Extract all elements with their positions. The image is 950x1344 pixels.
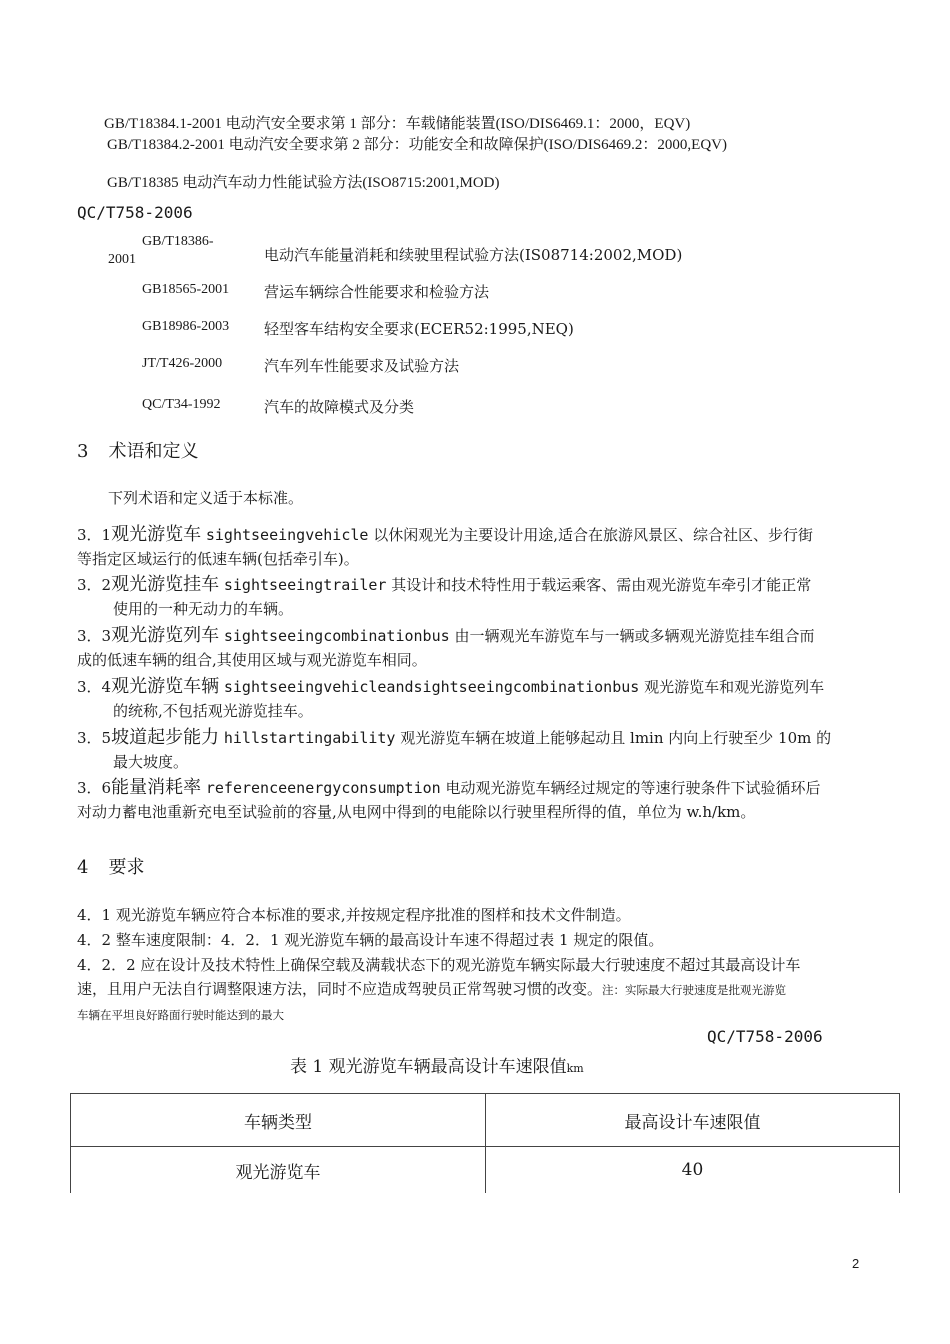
- ref-title: 汽车的故障模式及分类: [264, 398, 415, 416]
- standard-code-header: QC/T758-2006: [77, 203, 193, 222]
- speed-limit-table: [70, 1093, 900, 1193]
- table-cell: 40: [486, 1147, 900, 1194]
- section-title: 要求: [108, 857, 145, 878]
- section-title: 术语和定义: [108, 441, 199, 462]
- table-row: [71, 1147, 900, 1194]
- ref-title: 轻型客车结构安全要求(ECER52:1995,NEQ): [264, 320, 574, 338]
- term-definition: 3．3观光游览列车 sightseeingcombinationbus 由一辆观光车游览车与一辆或多辆观光游览挂车组合而 成的低速车辆的组合,其使用区域与观光游览车相同。: [77, 625, 815, 669]
- section-4-heading: [77, 853, 144, 879]
- note-cont: 车辆在平坦良好路面行驶时能达到的最大: [77, 1008, 284, 1022]
- requirement-4-1: 4．1 观光游览车辆应符合本标准的要求,并按规定程序批准的图样和技术文件制造。: [77, 906, 631, 924]
- section-3-heading: [77, 437, 198, 463]
- term-definition: 3．2观光游览挂车 sightseeingtrailer 其设计和技术特性用于载运乘客、需由观光游览车牵引才能正常 使用的一种无动力的车辆。: [77, 574, 812, 618]
- section-number: 4: [77, 857, 89, 878]
- ref-title: 电动汽车能量消耗和续驶里程试验方法(IS08714:2002,MOD): [264, 246, 683, 264]
- ref-code: GB18986-2003: [142, 319, 230, 334]
- table-header-cell: 车辆类型: [71, 1094, 486, 1147]
- ref-gb18384-2: GB/T18384.2-2001 电动汽安全要求第 2 部分：功能安全和故障保护(ISO/DIS6469.2：2000,EQV): [107, 137, 727, 153]
- ref-code-cont: 2001: [108, 252, 136, 267]
- term-definition: 3．4观光游览车辆 sightseeingvehicleandsightseeingcombinationbus 观光游览车和观光游览列车 的统称,不包括观光游览挂车。: [77, 676, 825, 720]
- requirement-4-2-2: 4．2．2 应在设计及技术特性上确保空载及满载状态下的观光游览车辆实际最大行驶速度不超过其最高设计车 速，且用户无法自行调整限速方法，同时不应造成驾驶员正常驾驶习惯的改变。注：实际最大行驶速度是批观光游览 车辆在平坦良好路面行驶时能达到的最大: [77, 956, 801, 1022]
- section-number: 3: [77, 441, 89, 462]
- ref-code: QC/T34-1992: [142, 397, 221, 412]
- table-header-row: [71, 1094, 900, 1147]
- ref-gb18385: GB/T18385 电动汽车动力性能试验方法(ISO8715:2001,MOD): [107, 175, 500, 191]
- table-unit: km: [566, 1062, 584, 1075]
- term-definition: 3．5坡道起步能力 hillstartingability 观光游览车辆在坡道上能够起动且 lmin 内向上行驶至少 10m 的 最大坡度。: [77, 727, 832, 771]
- table-header-cell: 最高设计车速限值: [486, 1094, 900, 1147]
- page-number: 2: [852, 1256, 860, 1271]
- ref-code: GB/T18386-: [142, 234, 214, 249]
- term-definition: 3．6能量消耗率 referenceenergyconsumption 电动观光游览车辆经过规定的等速行驶条件下试验循环后 对动力蓄电池重新充电至试验前的容量,从电网中得到的电能除以行驶里程所得的值，单位为 w.h/km。: [77, 777, 821, 821]
- table-caption: 表 1 观光游览车辆最高设计车速限值km: [290, 1057, 584, 1077]
- ref-gb18384-1: GB/T18384.1-2001 电动汽安全要求第 1 部分：车载储能装置(ISO/DIS6469.1：2000，EQV): [104, 116, 691, 132]
- note: 注：实际最大行驶速度是批观光游览: [602, 983, 787, 997]
- ref-code: GB18565-2001: [142, 282, 230, 297]
- section-3-intro: 下列术语和定义适于本标准。: [108, 489, 304, 507]
- table-cell: 观光游览车: [71, 1147, 486, 1194]
- standard-code-footer: QC/T758-2006: [707, 1027, 823, 1046]
- term-definition: 3．1观光游览车 sightseeingvehicle 以休闲观光为主要设计用途,适合在旅游风景区、综合社区、步行街 等指定区域运行的低速车辆(包括牵引车)。: [77, 524, 813, 568]
- ref-title: 营运车辆综合性能要求和检验方法: [264, 283, 490, 301]
- ref-code: JT/T426-2000: [142, 356, 223, 371]
- ref-title: 汽车列车性能要求及试验方法: [264, 357, 460, 375]
- requirement-4-2: 4．2 整车速度限制：4．2．1 观光游览车辆的最高设计车速不得超过表 1 规定的限值。: [77, 931, 664, 949]
